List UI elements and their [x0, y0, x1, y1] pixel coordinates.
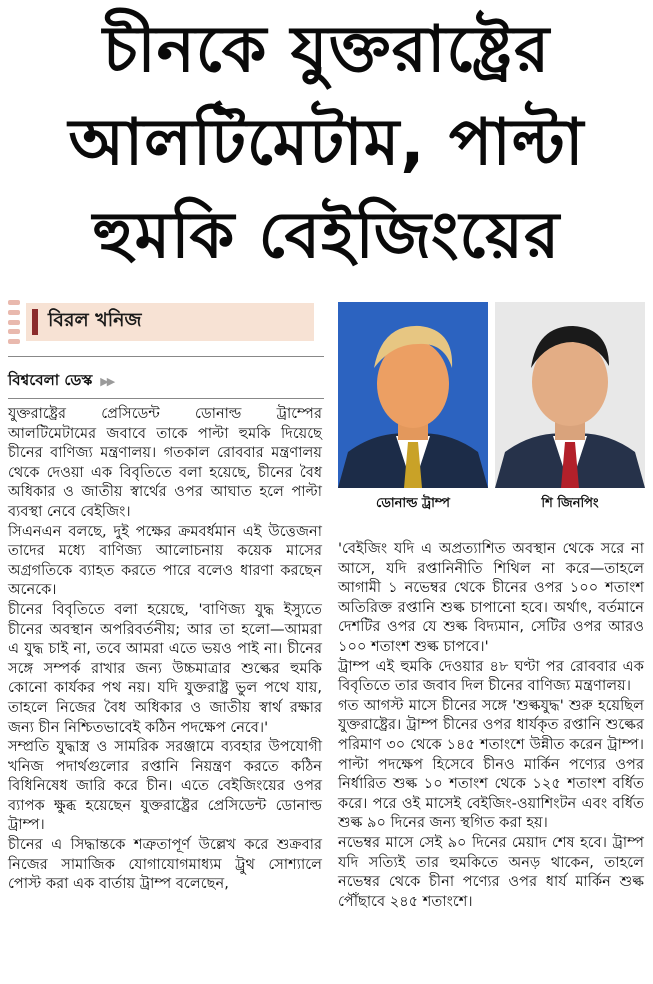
paragraph: যুক্তরাষ্ট্রের প্রেসিডেন্ট ডোনাল্ড ট্রাম্পের আলটিমেটামের জবাবে তাকে পাল্টা হুমকি দিয়েছে চীনের বাণিজ্য মন্ত্রণালয়। গতকাল রোববার মন্ত্রণালয় থেকে দেওয়া এক বিবৃতিতে বলা হয়েছে, চীনের বৈধ অধিকার ও জাতীয় স্বার্থের ওপর আঘাত হলে পাল্টা ব্যবস্থা নেবে বেইজিং। — [8, 405, 322, 520]
paragraph: চীনের বিবৃতিতে বলা হয়েছে, 'বাণিজ্য যুদ্ধ ইস্যুতে চীনের অবস্থান অপরিবর্তনীয়; আর তা হলো—আমরা এ যুদ্ধ চাই না, তবে আমরা এতে ভয়ও পাই না। চীনের সঙ্গে সম্পর্ক রাখার জন্য উচ্চমাত্রার শুল্কের হুমকি কোনো কার্যকর পথ নয়। যদি যুক্তরাষ্ট্র ভুল পথে যায়, তাহলে নিজের বৈধ অধিকার ও জাতীয় স্বার্থ রক্ষার জন্য চীন নিশ্চিতভাবেই কঠিন পদক্ষেপ নেবে।' — [8, 600, 322, 736]
paragraph: সম্প্রতি যুদ্ধাস্ত্র ও সামরিক সরঞ্জামে ব্যবহার উপযোগী খনিজ পদার্থগুলোর রপ্তানি নিয়ন্ত্রণ করতে কঠিন বিধিনিষেধ জারি করে চীন। এতে বেইজিংয়ের ওপর ব্যাপক ক্ষুব্ধ হয়েছেন যুক্তরাষ্ট্রের প্রেসিডেন্ট ডোনাল্ড ট্রাম্প। — [8, 738, 322, 834]
paragraph: গত আগস্ট মাসে চীনের সঙ্গে 'শুল্কযুদ্ধ' শুরু হয়েছিল যুক্তরাষ্ট্রের। ট্রাম্প চীনের ওপর ধার্যকৃত রপ্তানি শুল্কের পরিমাণ ৩০ থেকে ১৪৫ শতাংশে উন্নীত করেন ট্রাম্প। পাল্টা পদক্ষেপ হিসেবে চীনও মার্কিন পণ্যের ওপর নির্ধারিত শুল্ক ১০ শতাংশ থেকে ১২৫ শতাংশ বর্ধিত করে। পরে ওই মাসেই বেইজিং-ওয়াশিংটন এবং বর্ধিত শুল্ক ৯০ দিনের জন্য স্থগিত করা হয়। — [338, 696, 644, 832]
paragraph: সিএনএন বলছে, দুই পক্ষের ক্রমবর্ধমান এই উত্তেজনা তাদের মধ্যে বাণিজ্য আলোচনায় কয়েক মাসের অগ্রগতিকে ব্যাহত করতে পারে বলেও ধারণা করছেন অনেকে। — [8, 522, 322, 599]
photo-pair — [338, 302, 645, 524]
portrait-photo-trump — [338, 302, 488, 488]
divider-bottom — [8, 398, 324, 399]
headline — [8, 4, 645, 282]
section-tag-label: বিরল খনিজ — [48, 309, 142, 331]
headline-line-3: হুমকি বেইজিংয়ের — [92, 198, 561, 273]
paragraph: 'বেইজিং যদি এ অপ্রত্যাশিত অবস্থান থেকে সরে না আসে, যদি রপ্তানিনীতি শিথিল না করে—তাহলে আগামী ১ নভেম্বর থেকে চীনের ওপর ১০০ শতাংশ অতিরিক্ত রপ্তানি শুল্ক চাপানো হবে। অর্থাৎ, বর্তমানে দেশটির ওপর যে শুল্ক বিদ্যমান, সেটির ওপর আরও ১০০ শতাংশ শুল্ক চাপবে।' — [338, 540, 644, 655]
headline-line-2: আলটিমেটাম, পাল্টা — [68, 105, 585, 180]
headline-line-1: চীনকে যুক্তরাষ্ট্রের — [102, 13, 551, 88]
divider-top — [8, 356, 324, 357]
article-column-right — [338, 539, 644, 911]
photo-caption-left: ডোনাল্ড ট্রাম্প — [376, 496, 450, 511]
decorative-ornament — [8, 300, 20, 344]
paragraph: নভেম্বর মাসে সেই ৯০ দিনের মেয়াদ শেষ হবে। ট্রাম্প যদি সত্যিই তার হুমকিতে অনড় থাকেন, তাহলে নভেম্বর থেকে চীনা পণ্যের ওপর ধার্য মার্কিন শুল্ক পৌঁছাবে ২৪৫ শতাংশে। — [338, 833, 644, 910]
photo-caption-right: শি জিনপিং — [541, 496, 599, 511]
byline-desk: বিশ্ববেলা ডেস্ক — [8, 371, 93, 389]
paragraph: চীনের এ সিদ্ধান্তকে শত্রুতাপূর্ণ উল্লেখ করে শুক্রবার নিজের সামাজিক যোগাযোগমাধ্যম ট্রুথ সোশ্যালে পোস্ট করা এক বার্তায় ট্রাম্প বলেছেন, — [8, 836, 322, 893]
section-tag — [26, 303, 314, 341]
paragraph: ট্রাম্প এই হুমকি দেওয়ার ৪৮ ঘণ্টা পর রোববার এক বিবৃতিতে তার জবাব দিল চীনের বাণিজ্য মন্ত্রণালয়। — [338, 657, 644, 695]
byline — [8, 369, 113, 394]
portrait-photo-xi — [495, 302, 645, 488]
section-tag-bar — [32, 309, 38, 335]
double-arrow-icon: ▶▶ — [100, 375, 114, 388]
article-column-left — [8, 404, 322, 894]
